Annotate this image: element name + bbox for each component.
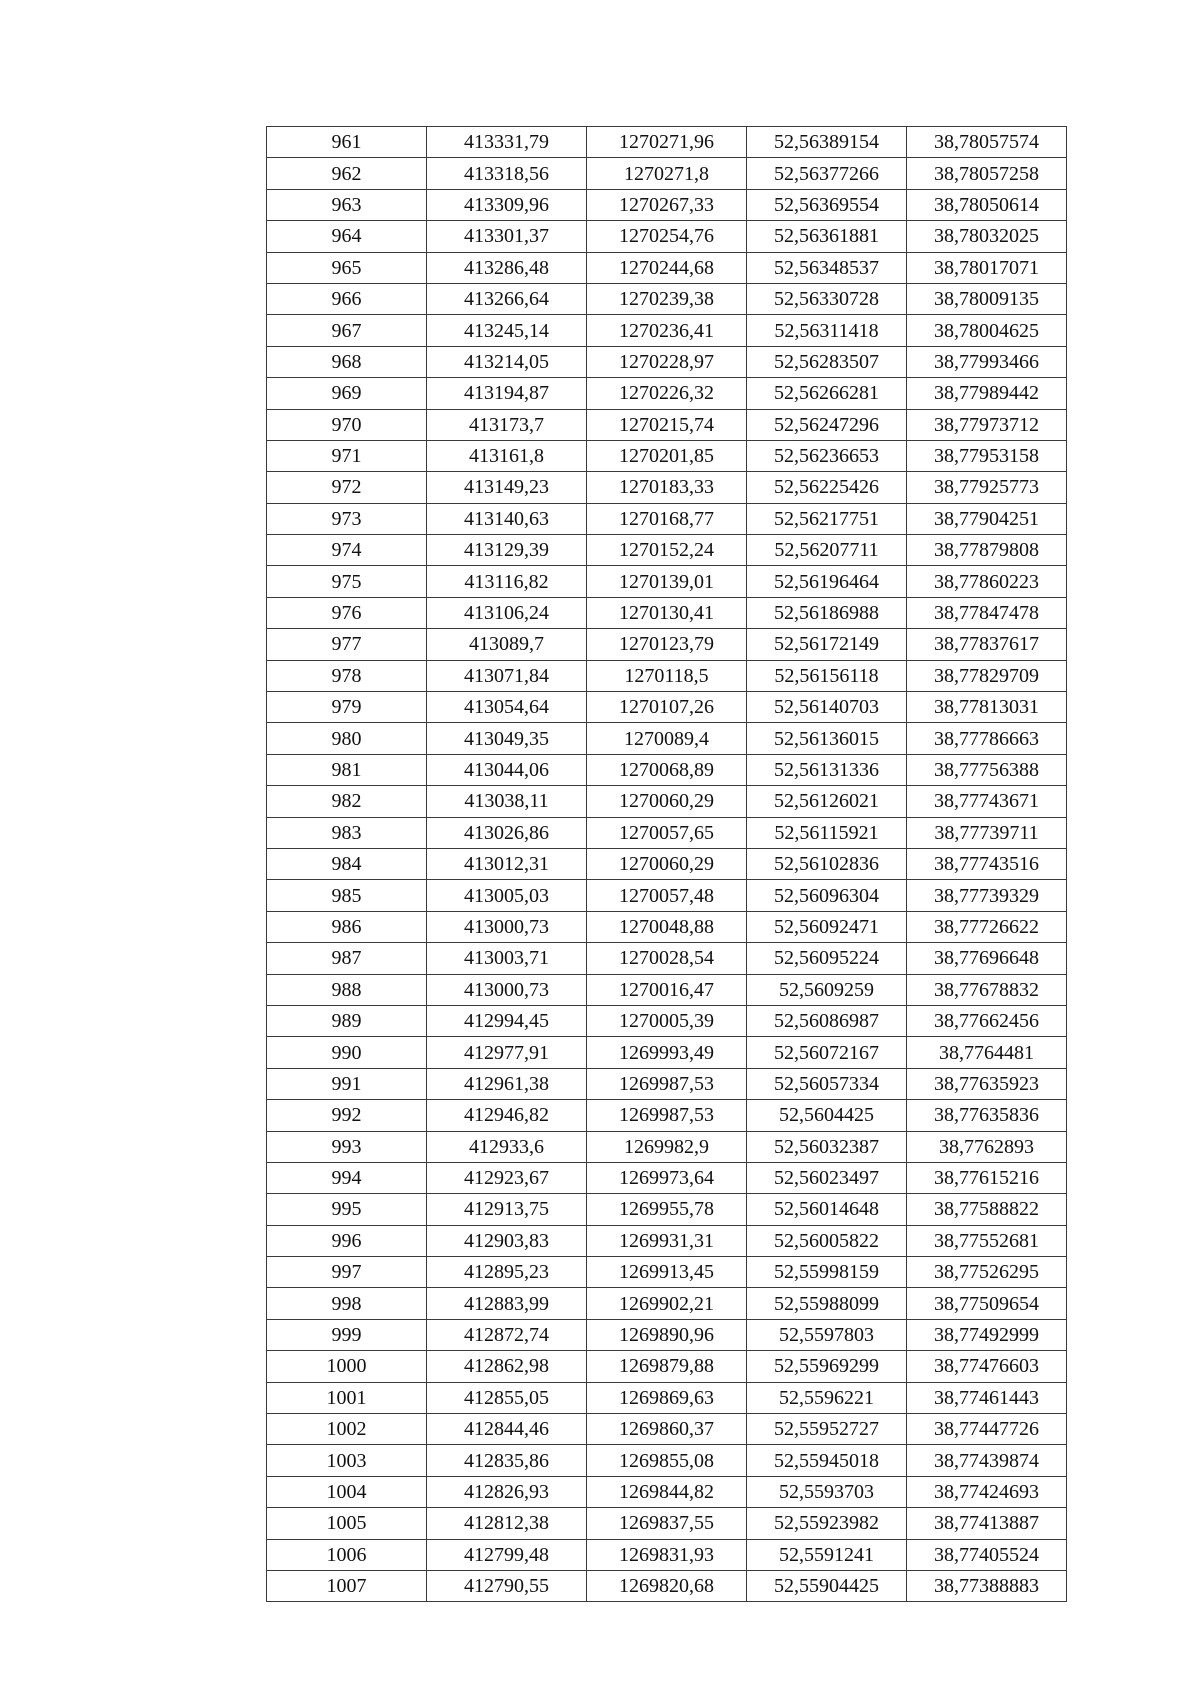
point-number-cell: 995 [267,1194,427,1225]
point-number-cell: 975 [267,566,427,597]
table-row [267,848,1067,879]
latitude-cell: 52,5597803 [747,1319,907,1350]
table-row [267,723,1067,754]
point-number-cell: 996 [267,1225,427,1256]
latitude-cell: 52,56086987 [747,1005,907,1036]
table-row [267,1162,1067,1193]
x-coordinate-cell: 413049,35 [427,723,587,754]
point-number-cell: 966 [267,283,427,314]
longitude-cell: 38,77476603 [907,1351,1067,1382]
y-coordinate-cell: 1270267,33 [587,189,747,220]
latitude-cell: 52,56283507 [747,346,907,377]
table-row [267,692,1067,723]
longitude-cell: 38,78050614 [907,189,1067,220]
longitude-cell: 38,77413887 [907,1508,1067,1539]
latitude-cell: 52,56389154 [747,127,907,158]
y-coordinate-cell: 1270236,41 [587,315,747,346]
y-coordinate-cell: 1269987,53 [587,1068,747,1099]
longitude-cell: 38,77743516 [907,848,1067,879]
y-coordinate-cell: 1270201,85 [587,440,747,471]
table-row [267,1539,1067,1570]
x-coordinate-cell: 413318,56 [427,158,587,189]
y-coordinate-cell: 1270123,79 [587,629,747,660]
y-coordinate-cell: 1269993,49 [587,1037,747,1068]
x-coordinate-cell: 412855,05 [427,1382,587,1413]
x-coordinate-cell: 412946,82 [427,1100,587,1131]
table-row [267,629,1067,660]
y-coordinate-cell: 1270118,5 [587,660,747,691]
x-coordinate-cell: 413044,06 [427,754,587,785]
latitude-cell: 52,56311418 [747,315,907,346]
latitude-cell: 52,56330728 [747,283,907,314]
x-coordinate-cell: 412923,67 [427,1162,587,1193]
table-row [267,597,1067,628]
table-row [267,315,1067,346]
y-coordinate-cell: 1270228,97 [587,346,747,377]
latitude-cell: 52,56207711 [747,535,907,566]
table-row [267,786,1067,817]
table-row [267,127,1067,158]
latitude-cell: 52,56005822 [747,1225,907,1256]
table-row [267,943,1067,974]
latitude-cell: 52,56131336 [747,754,907,785]
y-coordinate-cell: 1270057,65 [587,817,747,848]
table-row [267,1131,1067,1162]
table-row [267,911,1067,942]
x-coordinate-cell: 413194,87 [427,378,587,409]
y-coordinate-cell: 1270089,4 [587,723,747,754]
latitude-cell: 52,56377266 [747,158,907,189]
latitude-cell: 52,56014648 [747,1194,907,1225]
latitude-cell: 52,56172149 [747,629,907,660]
x-coordinate-cell: 412994,45 [427,1005,587,1036]
x-coordinate-cell: 412883,99 [427,1288,587,1319]
point-number-cell: 998 [267,1288,427,1319]
longitude-cell: 38,77696648 [907,943,1067,974]
latitude-cell: 52,56072167 [747,1037,907,1068]
table-row [267,1225,1067,1256]
point-number-cell: 994 [267,1162,427,1193]
longitude-cell: 38,77993466 [907,346,1067,377]
latitude-cell: 52,56057334 [747,1068,907,1099]
x-coordinate-cell: 413106,24 [427,597,587,628]
latitude-cell: 52,56266281 [747,378,907,409]
x-coordinate-cell: 412913,75 [427,1194,587,1225]
longitude-cell: 38,78057258 [907,158,1067,189]
point-number-cell: 974 [267,535,427,566]
table-row [267,1508,1067,1539]
point-number-cell: 967 [267,315,427,346]
point-number-cell: 983 [267,817,427,848]
longitude-cell: 38,77388883 [907,1570,1067,1601]
x-coordinate-cell: 412826,93 [427,1476,587,1507]
longitude-cell: 38,77526295 [907,1257,1067,1288]
point-number-cell: 965 [267,252,427,283]
point-number-cell: 964 [267,221,427,252]
longitude-cell: 38,77678832 [907,974,1067,1005]
x-coordinate-cell: 412862,98 [427,1351,587,1382]
table-row [267,1257,1067,1288]
point-number-cell: 984 [267,848,427,879]
y-coordinate-cell: 1270152,24 [587,535,747,566]
longitude-cell: 38,77786663 [907,723,1067,754]
table-row [267,1570,1067,1601]
y-coordinate-cell: 1269860,37 [587,1414,747,1445]
point-number-cell: 1000 [267,1351,427,1382]
y-coordinate-cell: 1270016,47 [587,974,747,1005]
point-number-cell: 968 [267,346,427,377]
table-row [267,440,1067,471]
y-coordinate-cell: 1269879,88 [587,1351,747,1382]
point-number-cell: 985 [267,880,427,911]
point-number-cell: 962 [267,158,427,189]
x-coordinate-cell: 413054,64 [427,692,587,723]
table-row [267,252,1067,283]
latitude-cell: 52,56247296 [747,409,907,440]
point-number-cell: 972 [267,472,427,503]
x-coordinate-cell: 413173,7 [427,409,587,440]
longitude-cell: 38,78057574 [907,127,1067,158]
longitude-cell: 38,78004625 [907,315,1067,346]
latitude-cell: 52,55952727 [747,1414,907,1445]
latitude-cell: 52,56236653 [747,440,907,471]
longitude-cell: 38,77492999 [907,1319,1067,1350]
y-coordinate-cell: 1270068,89 [587,754,747,785]
y-coordinate-cell: 1270057,48 [587,880,747,911]
point-number-cell: 992 [267,1100,427,1131]
longitude-cell: 38,77588822 [907,1194,1067,1225]
longitude-cell: 38,77739711 [907,817,1067,848]
y-coordinate-cell: 1270107,26 [587,692,747,723]
x-coordinate-cell: 412933,6 [427,1131,587,1162]
point-number-cell: 991 [267,1068,427,1099]
longitude-cell: 38,77461443 [907,1382,1067,1413]
point-number-cell: 973 [267,503,427,534]
latitude-cell: 52,55988099 [747,1288,907,1319]
longitude-cell: 38,7762893 [907,1131,1067,1162]
x-coordinate-cell: 413214,05 [427,346,587,377]
x-coordinate-cell: 413266,64 [427,283,587,314]
y-coordinate-cell: 1270028,54 [587,943,747,974]
point-number-cell: 971 [267,440,427,471]
table-row [267,880,1067,911]
table-row [267,1319,1067,1350]
point-number-cell: 1006 [267,1539,427,1570]
y-coordinate-cell: 1269902,21 [587,1288,747,1319]
latitude-cell: 52,55904425 [747,1570,907,1601]
longitude-cell: 38,77552681 [907,1225,1067,1256]
x-coordinate-cell: 413116,82 [427,566,587,597]
point-number-cell: 978 [267,660,427,691]
point-number-cell: 1005 [267,1508,427,1539]
longitude-cell: 38,77615216 [907,1162,1067,1193]
x-coordinate-cell: 412799,48 [427,1539,587,1570]
point-number-cell: 986 [267,911,427,942]
latitude-cell: 52,56096304 [747,880,907,911]
longitude-cell: 38,77739329 [907,880,1067,911]
longitude-cell: 38,77405524 [907,1539,1067,1570]
y-coordinate-cell: 1270005,39 [587,1005,747,1036]
y-coordinate-cell: 1269869,63 [587,1382,747,1413]
table-row [267,1414,1067,1445]
table-row [267,283,1067,314]
table-row [267,1005,1067,1036]
point-number-cell: 980 [267,723,427,754]
latitude-cell: 52,5596221 [747,1382,907,1413]
longitude-cell: 38,78032025 [907,221,1067,252]
y-coordinate-cell: 1269982,9 [587,1131,747,1162]
y-coordinate-cell: 1270244,68 [587,252,747,283]
table-row [267,754,1067,785]
longitude-cell: 38,77635836 [907,1100,1067,1131]
x-coordinate-cell: 412903,83 [427,1225,587,1256]
latitude-cell: 52,5593703 [747,1476,907,1507]
x-coordinate-cell: 413005,03 [427,880,587,911]
y-coordinate-cell: 1270048,88 [587,911,747,942]
table-row [267,566,1067,597]
longitude-cell: 38,77879808 [907,535,1067,566]
x-coordinate-cell: 413071,84 [427,660,587,691]
y-coordinate-cell: 1270060,29 [587,848,747,879]
longitude-cell: 38,77837617 [907,629,1067,660]
longitude-cell: 38,77635923 [907,1068,1067,1099]
latitude-cell: 52,56136015 [747,723,907,754]
latitude-cell: 52,56023497 [747,1162,907,1193]
point-number-cell: 981 [267,754,427,785]
table-row [267,378,1067,409]
latitude-cell: 52,55923982 [747,1508,907,1539]
longitude-cell: 38,78017071 [907,252,1067,283]
y-coordinate-cell: 1270130,41 [587,597,747,628]
y-coordinate-cell: 1269913,45 [587,1257,747,1288]
y-coordinate-cell: 1269820,68 [587,1570,747,1601]
y-coordinate-cell: 1269890,96 [587,1319,747,1350]
latitude-cell: 52,56126021 [747,786,907,817]
latitude-cell: 52,55998159 [747,1257,907,1288]
x-coordinate-cell: 413003,71 [427,943,587,974]
point-number-cell: 990 [267,1037,427,1068]
point-number-cell: 1007 [267,1570,427,1601]
y-coordinate-cell: 1270183,33 [587,472,747,503]
x-coordinate-cell: 413000,73 [427,974,587,1005]
x-coordinate-cell: 412844,46 [427,1414,587,1445]
point-number-cell: 982 [267,786,427,817]
point-number-cell: 1001 [267,1382,427,1413]
y-coordinate-cell: 1270215,74 [587,409,747,440]
longitude-cell: 38,77860223 [907,566,1067,597]
latitude-cell: 52,55945018 [747,1445,907,1476]
table-row [267,974,1067,1005]
longitude-cell: 38,77925773 [907,472,1067,503]
longitude-cell: 38,77743671 [907,786,1067,817]
table-row [267,1382,1067,1413]
x-coordinate-cell: 412977,91 [427,1037,587,1068]
point-number-cell: 999 [267,1319,427,1350]
table-row [267,346,1067,377]
longitude-cell: 38,77726622 [907,911,1067,942]
point-number-cell: 1004 [267,1476,427,1507]
longitude-cell: 38,78009135 [907,283,1067,314]
x-coordinate-cell: 413026,86 [427,817,587,848]
point-number-cell: 969 [267,378,427,409]
x-coordinate-cell: 412961,38 [427,1068,587,1099]
x-coordinate-cell: 413038,11 [427,786,587,817]
y-coordinate-cell: 1270239,38 [587,283,747,314]
x-coordinate-cell: 412872,74 [427,1319,587,1350]
point-number-cell: 979 [267,692,427,723]
y-coordinate-cell: 1269831,93 [587,1539,747,1570]
latitude-cell: 52,56217751 [747,503,907,534]
longitude-cell: 38,77973712 [907,409,1067,440]
point-number-cell: 988 [267,974,427,1005]
longitude-cell: 38,77662456 [907,1005,1067,1036]
table-row [267,1476,1067,1507]
table-row [267,1445,1067,1476]
x-coordinate-cell: 413286,48 [427,252,587,283]
table-row [267,158,1067,189]
longitude-cell: 38,77989442 [907,378,1067,409]
table-row [267,503,1067,534]
y-coordinate-cell: 1269855,08 [587,1445,747,1476]
latitude-cell: 52,5609259 [747,974,907,1005]
latitude-cell: 52,5604425 [747,1100,907,1131]
latitude-cell: 52,5591241 [747,1539,907,1570]
point-number-cell: 1003 [267,1445,427,1476]
latitude-cell: 52,56186988 [747,597,907,628]
longitude-cell: 38,77509654 [907,1288,1067,1319]
longitude-cell: 38,77439874 [907,1445,1067,1476]
y-coordinate-cell: 1269973,64 [587,1162,747,1193]
latitude-cell: 52,56369554 [747,189,907,220]
point-number-cell: 963 [267,189,427,220]
y-coordinate-cell: 1270226,32 [587,378,747,409]
latitude-cell: 52,56361881 [747,221,907,252]
latitude-cell: 52,55969299 [747,1351,907,1382]
x-coordinate-cell: 413140,63 [427,503,587,534]
x-coordinate-cell: 413245,14 [427,315,587,346]
table-row [267,472,1067,503]
x-coordinate-cell: 413000,73 [427,911,587,942]
point-number-cell: 961 [267,127,427,158]
x-coordinate-cell: 413301,37 [427,221,587,252]
x-coordinate-cell: 413129,39 [427,535,587,566]
x-coordinate-cell: 412835,86 [427,1445,587,1476]
table-row [267,1288,1067,1319]
longitude-cell: 38,77756388 [907,754,1067,785]
x-coordinate-cell: 413149,23 [427,472,587,503]
longitude-cell: 38,77424693 [907,1476,1067,1507]
point-number-cell: 970 [267,409,427,440]
latitude-cell: 52,56092471 [747,911,907,942]
point-number-cell: 987 [267,943,427,974]
y-coordinate-cell: 1269955,78 [587,1194,747,1225]
latitude-cell: 52,56102836 [747,848,907,879]
latitude-cell: 52,56225426 [747,472,907,503]
point-number-cell: 1002 [267,1414,427,1445]
table-row [267,1068,1067,1099]
coordinates-table [266,126,1067,1602]
latitude-cell: 52,56095224 [747,943,907,974]
y-coordinate-cell: 1270139,01 [587,566,747,597]
table-row [267,1037,1067,1068]
x-coordinate-cell: 412895,23 [427,1257,587,1288]
longitude-cell: 38,77904251 [907,503,1067,534]
table-row [267,221,1067,252]
x-coordinate-cell: 412812,38 [427,1508,587,1539]
y-coordinate-cell: 1270271,8 [587,158,747,189]
table-row [267,409,1067,440]
latitude-cell: 52,56156118 [747,660,907,691]
x-coordinate-cell: 413089,7 [427,629,587,660]
longitude-cell: 38,77813031 [907,692,1067,723]
y-coordinate-cell: 1270271,96 [587,127,747,158]
y-coordinate-cell: 1269931,31 [587,1225,747,1256]
point-number-cell: 997 [267,1257,427,1288]
point-number-cell: 977 [267,629,427,660]
x-coordinate-cell: 413309,96 [427,189,587,220]
latitude-cell: 52,56348537 [747,252,907,283]
point-number-cell: 993 [267,1131,427,1162]
y-coordinate-cell: 1269987,53 [587,1100,747,1131]
longitude-cell: 38,77953158 [907,440,1067,471]
point-number-cell: 989 [267,1005,427,1036]
latitude-cell: 52,56196464 [747,566,907,597]
table-row [267,535,1067,566]
x-coordinate-cell: 413161,8 [427,440,587,471]
table-row [267,1194,1067,1225]
longitude-cell: 38,77447726 [907,1414,1067,1445]
point-number-cell: 976 [267,597,427,628]
y-coordinate-cell: 1270060,29 [587,786,747,817]
table-row [267,660,1067,691]
x-coordinate-cell: 412790,55 [427,1570,587,1601]
longitude-cell: 38,77847478 [907,597,1067,628]
table-row [267,1351,1067,1382]
latitude-cell: 52,56115921 [747,817,907,848]
latitude-cell: 52,56032387 [747,1131,907,1162]
y-coordinate-cell: 1270168,77 [587,503,747,534]
y-coordinate-cell: 1270254,76 [587,221,747,252]
coordinates-table-body [267,127,1067,1602]
latitude-cell: 52,56140703 [747,692,907,723]
x-coordinate-cell: 413331,79 [427,127,587,158]
table-row [267,1100,1067,1131]
longitude-cell: 38,7764481 [907,1037,1067,1068]
longitude-cell: 38,77829709 [907,660,1067,691]
x-coordinate-cell: 413012,31 [427,848,587,879]
table-row [267,817,1067,848]
y-coordinate-cell: 1269837,55 [587,1508,747,1539]
table-row [267,189,1067,220]
y-coordinate-cell: 1269844,82 [587,1476,747,1507]
